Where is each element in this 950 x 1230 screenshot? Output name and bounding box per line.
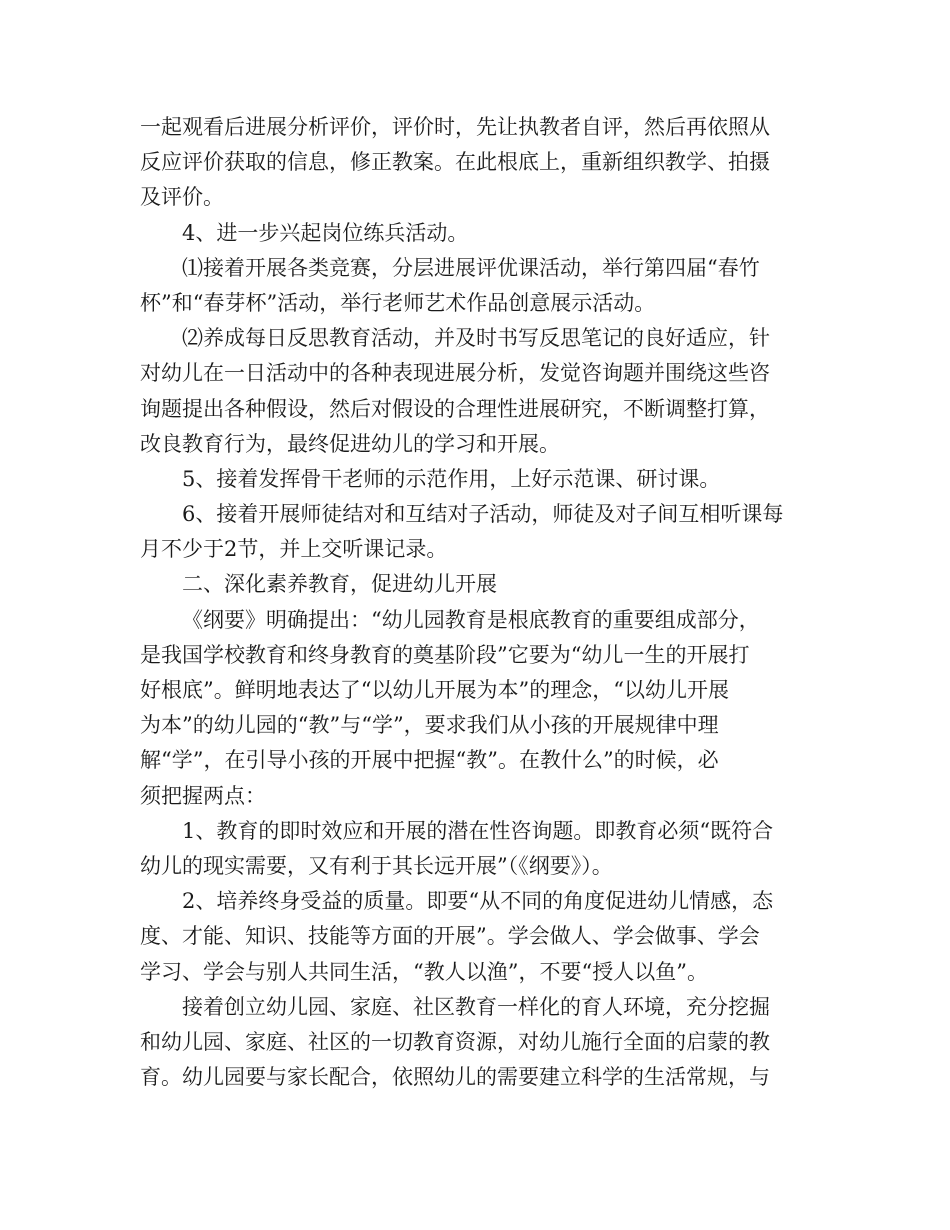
section-heading: 二、深化素养教育，促进幼儿开展 xyxy=(182,572,497,597)
sub-item-2: ⑵养成每日反思教育活动，并及时书写反思笔记的良好适应，针 xyxy=(182,326,770,351)
numbered-item-2: 2、培养终身受益的质量。即要“从不同的角度促进幼儿情感，态 xyxy=(182,889,774,914)
sub-item-1: ⑴接着开展各类竞赛，分层进展评优课活动，举行第四届“春竹 xyxy=(182,255,760,280)
text-line: 是我国学校教育和终身教育的奠基阶段”它要为“幼儿一生的开展打 xyxy=(140,642,750,667)
numbered-item-1: 1、教育的即时效应和开展的潜在性咨询题。即教育必须“既符合 xyxy=(182,818,774,843)
text-line: 及评价。 xyxy=(140,185,224,210)
text-line: 为本”的幼儿园的“教”与“学”，要求我们从小孩的开展规律中理 xyxy=(140,713,719,738)
text-line: 一起观看后进展分析评价，评价时，先让执教者自评，然后再依照从 xyxy=(140,115,770,139)
text-line: 反应评价获取的信息，修正教案。在此根底上，重新组织教学、拍摄 xyxy=(140,150,770,175)
text-line: 杯”和“春芽杯”活动，举行老师艺术作品创意展示活动。 xyxy=(140,290,656,315)
paragraph-start: 《纲要》明确提出：“幼儿园教育是根底教育的重要组成部分， xyxy=(182,607,760,632)
text-line: 和幼儿园、家庭、社区的一切教育资源，对幼儿施行全面的启蒙的教 xyxy=(140,1029,770,1054)
text-line: 幼儿的现实需要，又有利于其长远开展”（《纲要》）。 xyxy=(140,853,613,878)
text-line: 对幼儿在一日活动中的各种表现进展分析，发觉咨询题并围绕这些咨 xyxy=(140,361,770,386)
text-line: 改良教育行为，最终促进幼儿的学习和开展。 xyxy=(140,431,560,456)
numbered-item-4: 4、进一步兴起岗位练兵活动。 xyxy=(182,220,469,245)
text-line: 须把握两点： xyxy=(140,783,266,808)
text-line: 解“学”，在引导小孩的开展中把握“教”。在教什么”的时候，必 xyxy=(140,748,719,773)
text-line: 询题提出各种假设，然后对假设的合理性进展研究，不断调整打算， xyxy=(140,396,770,421)
document-body xyxy=(140,110,810,1095)
text-line: 度、才能、知识、技能等方面的开展”。学会做人、学会做事、学会 xyxy=(140,924,760,949)
text-line: 月不少于2节，并上交听课记录。 xyxy=(140,537,448,562)
text-line: 育。幼儿园要与家长配合，依照幼儿的需要建立科学的生活常规，与 xyxy=(140,1065,770,1090)
text-line: 好根底”。鲜明地表达了“以幼儿开展为本”的理念，“以幼儿开展 xyxy=(140,678,729,702)
paragraph-start: 接着创立幼儿园、家庭、社区教育一样化的育人环境，充分挖掘 xyxy=(182,994,770,1019)
numbered-item-5: 5、接着发挥骨干老师的示范作用，上好示范课、研讨课。 xyxy=(182,466,721,491)
text-line: 学习、学会与别人共同生活，“教人以渔”，不要“授人以鱼”。 xyxy=(140,959,708,984)
numbered-item-6: 6、接着开展师徒结对和互结对子活动，师徒及对子间互相听课每 xyxy=(182,502,784,527)
